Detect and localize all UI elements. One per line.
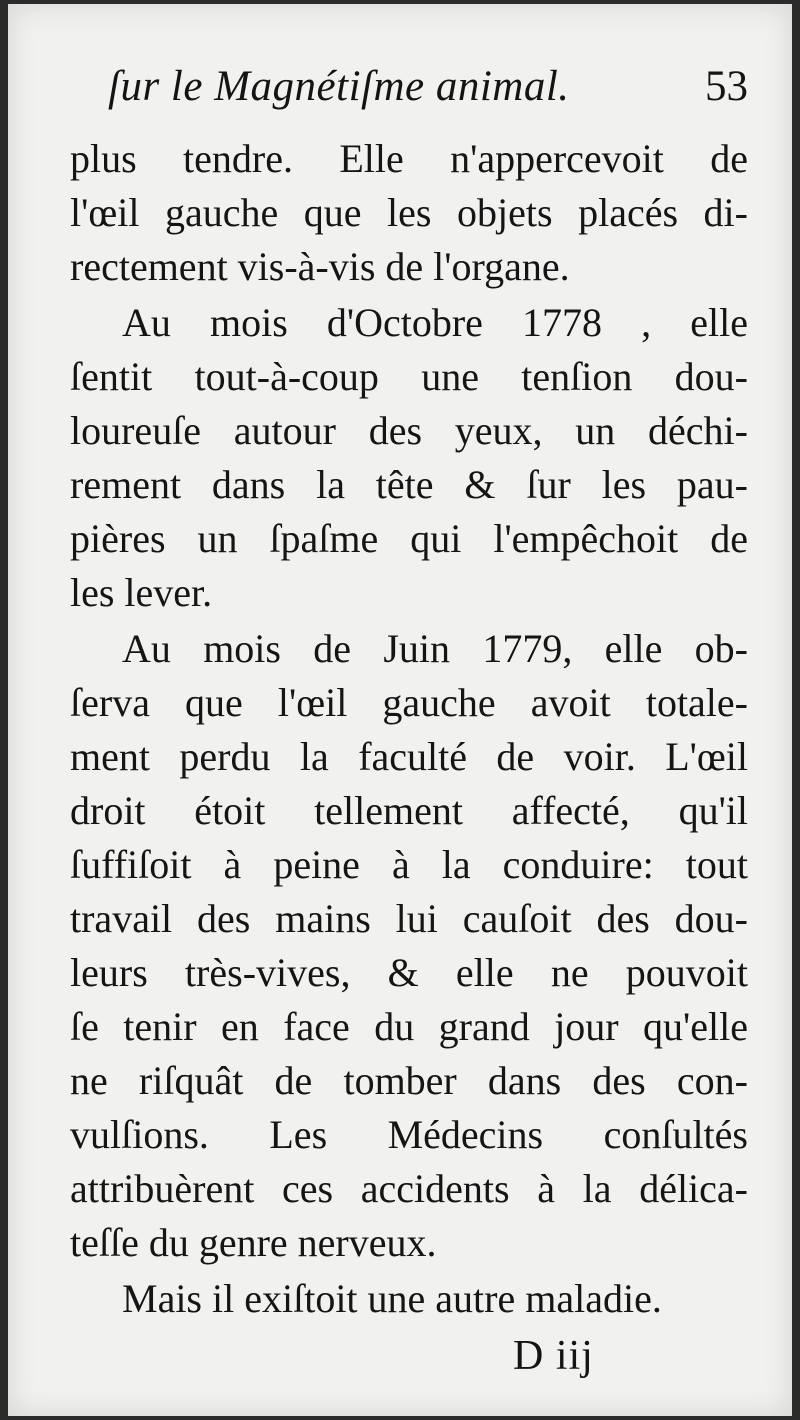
running-header: [108, 62, 748, 122]
signature-mark: D iij: [513, 1333, 594, 1379]
text-line: Au mois de Juin 1779, elle ob-: [122, 626, 748, 671]
paragraph: [70, 132, 748, 294]
text-line: l'œil gauche que les objets placés di-: [70, 190, 748, 235]
text-line: droit étoit tellement affecté, qu'il: [70, 788, 748, 833]
text-line: loureuſe autour des yeux, un déchi-: [70, 408, 748, 453]
page-number: 53: [705, 63, 748, 110]
text-line: attribuèrent ces accidents à la délica-: [70, 1166, 748, 1211]
text-line: pières un ſpaſme qui l'empêchoit de: [70, 516, 748, 561]
text-line: leurs très-vives, & elle ne pouvoit: [70, 950, 748, 995]
text-line: ſuffiſoit à peine à la conduire: tout: [70, 842, 748, 887]
text-line: vulſions. Les Médecins conſultés: [70, 1112, 748, 1157]
text-line: ment perdu la faculté de voir. L'œil: [70, 734, 748, 779]
text-line: les lever.: [70, 570, 213, 615]
text-line: ne riſquât de tomber dans des con-: [70, 1058, 748, 1103]
paragraph: [70, 1272, 748, 1326]
text-line: ſerva que l'œil gauche avoit totale-: [70, 680, 748, 725]
text-line: Mais il exiſtoit une autre maladie.: [122, 1276, 662, 1321]
text-line: travail des mains lui cauſoit des dou-: [70, 896, 748, 941]
text-line: teſſe du genre nerveux.: [70, 1220, 437, 1265]
body-text: [70, 132, 748, 1326]
text-line: rectement vis-à-vis de l'organe.: [70, 244, 570, 289]
paragraph: [70, 296, 748, 620]
text-line: Au mois d'Octobre 1778 , elle: [122, 300, 748, 345]
running-title: ſur le Magnétiſme animal.: [108, 63, 570, 110]
text-line: rement dans la tête & ſur les pau-: [70, 462, 748, 507]
paragraph: [70, 622, 748, 1270]
text-line: ſentit tout-à-coup une tenſion dou-: [70, 354, 748, 399]
text-line: plus tendre. Elle n'appercevoit de: [70, 136, 748, 181]
text-line: ſe tenir en face du grand jour qu'elle: [70, 1004, 748, 1049]
book-page: [8, 4, 792, 1416]
